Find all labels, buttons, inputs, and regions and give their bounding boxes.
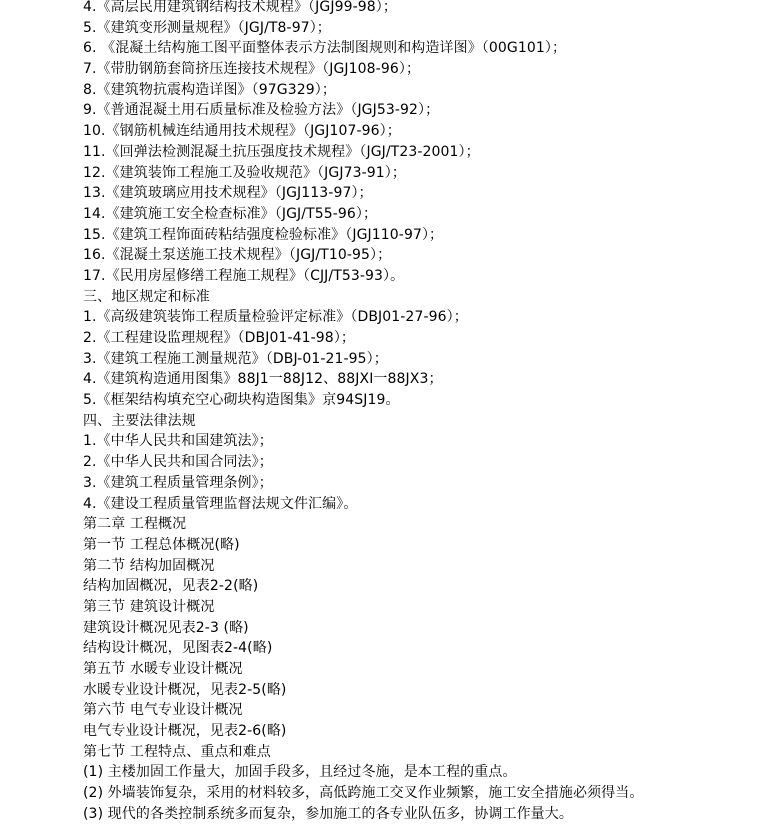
text-line: 9.《普通混凝土用石质量标准及检验方法》（JGJ53-92）； (83, 102, 440, 119)
text-line: 14.《建筑施工安全检查标准》（JGJ/T55-96）； (83, 205, 378, 222)
text-line: 16.《混凝土泵送施工技术规程》（JGJ/T10-95）； (83, 247, 392, 264)
section-heading: 四、主要法律法规 (83, 412, 196, 429)
text-line: 2.《中华人民共和国合同法》； (83, 454, 273, 471)
text-line: 13.《建筑玻璃应用技术规程》（JGJ113-97）； (83, 185, 373, 202)
text-line: 4.《高层民用建筑钢结构技术规程》（JGJ99-98）； (83, 0, 397, 15)
text-line: 8.《建筑物抗震构造详图》（97G329）； (83, 81, 336, 98)
section-heading: 第六节 电气专业设计概况 (83, 702, 243, 719)
text-line: 3.《建筑工程施工测量规范》（DBJ-01-21-95）； (83, 350, 388, 367)
section-heading: 第七节 工程特点、重点和难点 (83, 743, 271, 760)
text-line: 2.《工程建设监理规程》（DBJ01-41-98）； (83, 330, 356, 346)
text-line: 7.《带肋钢筋套筒挤压连接技术规程》（JGJ108-96）； (83, 61, 421, 78)
text-line: 1.《高级建筑装饰工程质量检验评定标准》（DBJ01-27-96）； (83, 309, 468, 326)
text-line: 10.《钢筋机械连结通用技术规程》（JGJ107-96）； (83, 123, 401, 140)
text-line: 5.《框架结构填充空心砌块构造图集》京94SJ19。 (83, 392, 400, 409)
text-line: 1.《中华人民共和国建筑法》； (83, 433, 273, 450)
text-line: 电气专业设计概况，见表2-6(略) (83, 723, 287, 740)
section-heading: 第二节 结构加固概况 (83, 557, 215, 574)
text-line: 建筑设计概况见表2-3 (略) (83, 619, 249, 636)
text-line: 4.《建设工程质量管理监督法规文件汇编》。 (83, 495, 358, 512)
text-line: 6. 《混凝土结构施工图平面整体表示方法制图规则和构造详图》（00G101）； (83, 40, 567, 57)
section-heading: 第一节 工程总体概况(略) (83, 536, 240, 553)
text-line: 结构加固概况，见表2-2(略) (83, 578, 259, 595)
text-line: (3) 现代的各类控制系统多而复杂，参加施工的各专业队伍多，协调工作量大。 (83, 805, 573, 822)
document-body (83, 0, 780, 825)
text-line: 15.《建筑工程饰面砖粘结强度检验标准》（JGJ110-97）； (83, 226, 444, 243)
chapter-heading: 第二章 工程概况 (83, 516, 187, 533)
text-line: 11.《回弹法检测混凝土抗压强度技术规程》（JGJ/T23-2001）； (83, 143, 480, 160)
text-line: 4.《建筑构造通用图集》88J1一88J12、88JXI一88JX3； (83, 371, 443, 388)
section-heading: 第三节 建筑设计概况 (83, 598, 215, 615)
text-line: 17.《民用房屋修缮工程施工规程》（CJJ/T53-93）。 (83, 267, 405, 284)
text-line: 5.《建筑变形测量规程》（JGJ/T8-97）； (83, 19, 331, 36)
section-heading: 第五节 水暖专业设计概况 (83, 661, 243, 677)
text-line: 结构设计概况，见图表2-4(略) (83, 640, 273, 657)
section-heading: 三、地区规定和标准 (83, 288, 210, 305)
text-line: (1) 主楼加固工作量大，加固手段多，且经过冬施，是本工程的重点。 (83, 764, 517, 781)
text-line: 12.《建筑装饰工程施工及验收规范》（JGJ73-91）； (83, 164, 406, 181)
text-line: 水暖专业设计概况，见表2-5(略) (83, 681, 287, 698)
text-line: 3.《建筑工程质量管理条例》； (83, 474, 273, 491)
text-line: (2) 外墙装饰复杂，采用的材料较多，高低跨施工交叉作业频繁，施工安全措施必须得当。 (83, 785, 644, 802)
